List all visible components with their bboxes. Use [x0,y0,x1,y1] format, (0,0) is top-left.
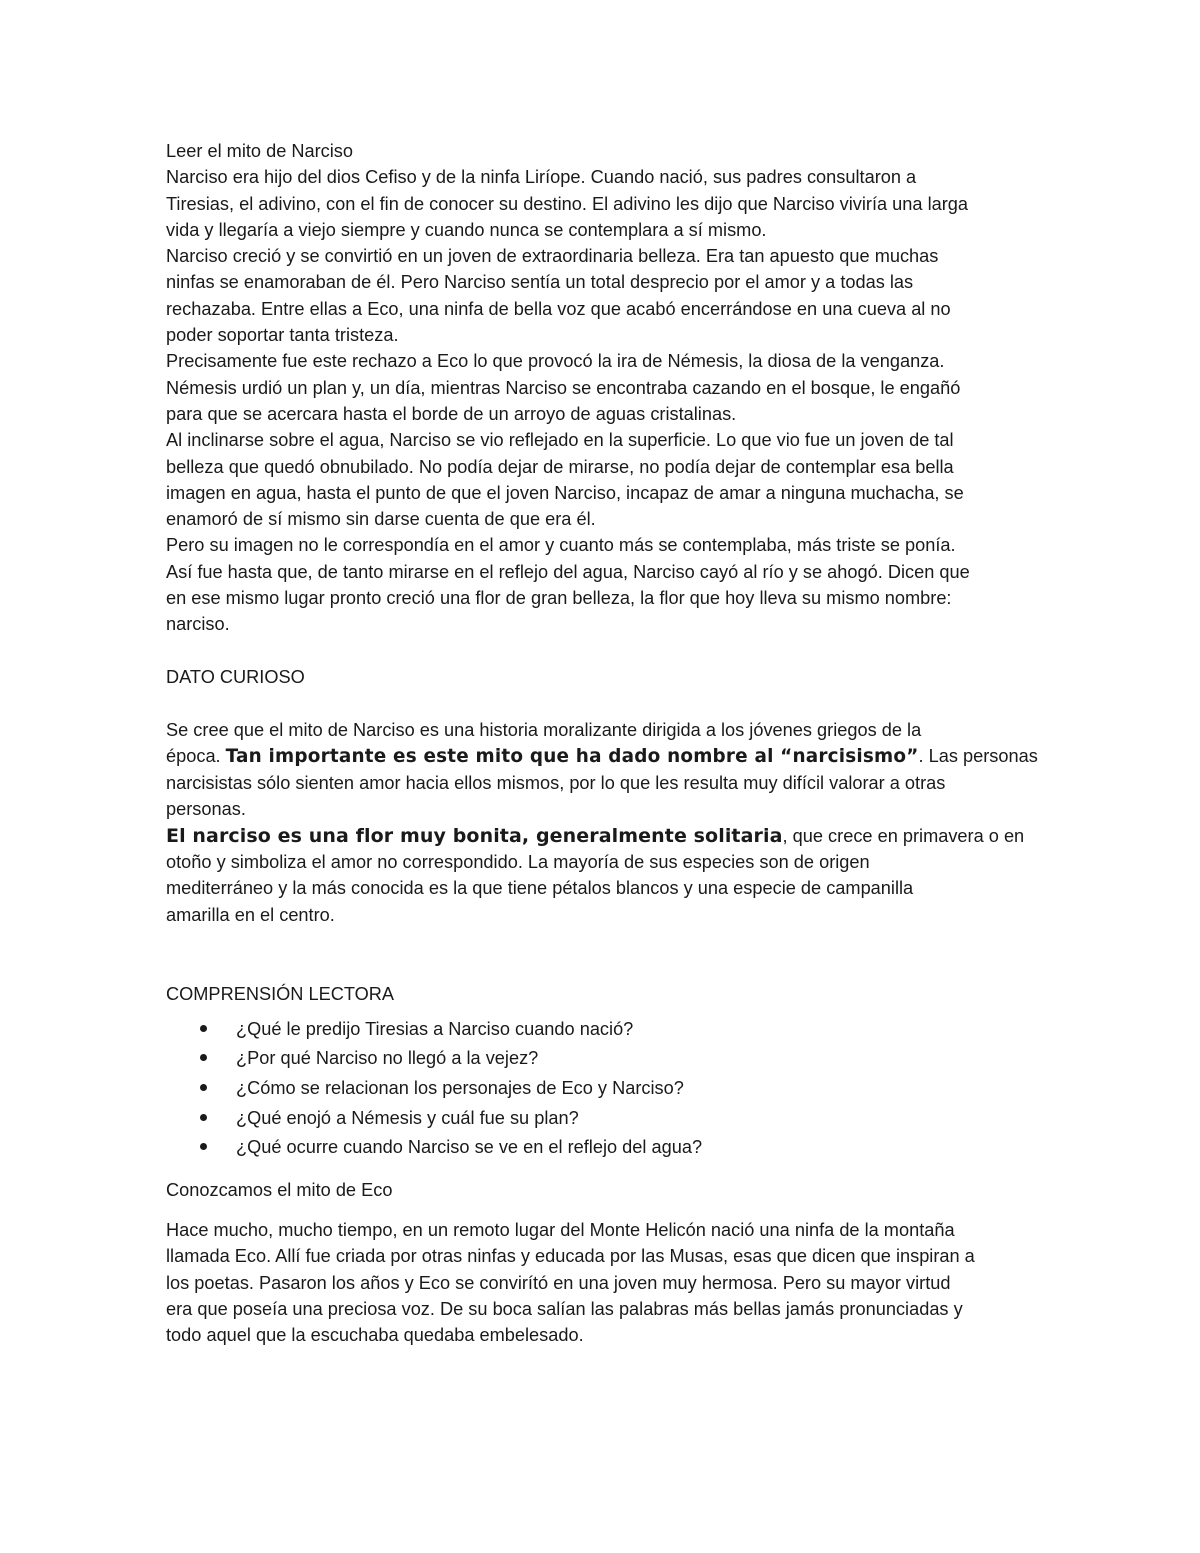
dato-line: personas. [166,799,246,820]
dato-line: narcisistas sólo sienten amor hacia ellos mismos, por lo que les resulta muy difícil valorar a otras [166,773,946,794]
bullet-icon [200,1044,208,1074]
dato-emphasis: Tan importante es este mito que ha dado nombre al “narcisismo” [225,745,919,767]
list-item [166,1074,1046,1104]
spacer [166,638,1046,664]
dato-curioso-heading: DATO CURIOSO [166,666,305,687]
story-line: belleza que quedó obnubilado. No podía dejar de mirarse, no podía dejar de contemplar esa bella [166,456,954,477]
comprension-heading: COMPRENSIÓN LECTORA [166,983,395,1004]
story-line: Némesis urdió un plan y, un día, mientras Narciso se encontraba cazando en el bosque, le engañó [166,377,961,398]
dato-emphasis: El narciso es una flor muy bonita, generalmente solitaria [166,824,783,847]
list-item [166,1044,1046,1074]
list-item [166,1015,1046,1045]
bullet-icon [200,1133,208,1163]
narciso-story [166,164,1046,637]
question-text: ¿Qué ocurre cuando Narciso se ve en el reflejo del agua? [236,1137,703,1158]
spacer [166,1163,1046,1177]
bullet-icon [200,1104,208,1134]
story-line: en ese mismo lugar pronto creció una flor de gran belleza, la flor que hoy lleva su mismo nombre: [166,588,952,609]
bullet-icon [200,1015,208,1045]
dato-line [166,823,1046,849]
question-list [166,1015,1046,1163]
document-page [166,138,1046,1349]
story-line: ninfas se enamoraban de él. Pero Narciso sentía un total desprecio por el amor y a todas las [166,272,914,293]
dato-line: mediterráneo y la más conocida es la que tiene pétalos blancos y una especie de campanilla [166,878,914,899]
story-line: para que se acercara hasta el borde de un arroyo de aguas cristalinas. [166,403,737,424]
eco-line: todo aquel que la escuchaba quedaba embelesado. [166,1325,584,1346]
eco-line: Hace mucho, mucho tiempo, en un remoto lugar del Monte Helicón nació una ninfa de la montaña [166,1220,955,1241]
spacer [166,928,1046,954]
dato-text: , que crece en primavera o en [782,825,1025,846]
story-line: Narciso creció y se convirtió en un joven de extraordinaria belleza. Era tan apuesto que muchas [166,246,939,267]
story-line: poder soportar tanta tristeza. [166,325,399,346]
eco-line: era que poseía una preciosa voz. De su boca salían las palabras más bellas jamás pronunciadas y [166,1298,963,1319]
question-text: ¿Qué le predijo Tiresias a Narciso cuando nació? [236,1018,634,1039]
story-line: Narciso era hijo del dios Cefiso y de la ninfa Liríope. Cuando nació, sus padres consultaron a [166,167,917,188]
story-line: Precisamente fue este rechazo a Eco lo que provocó la ira de Némesis, la diosa de la venganza. [166,351,945,372]
list-item [166,1133,1046,1163]
story-line: Pero su imagen no le correspondía en el amor y cuanto más se contemplaba, más triste se ponía. [166,535,956,556]
story-line: Tiresias, el adivino, con el fin de conocer su destino. El adivino les dijo que Narciso viviría una larga [166,193,969,214]
story-line: Al inclinarse sobre el agua, Narciso se vio reflejado en la superficie. Lo que vio fue un joven de tal [166,430,954,451]
dato-text: . Las personas [918,745,1038,766]
story-line: Así fue hasta que, de tanto mirarse en el reflejo del agua, Narciso cayó al río y se ahogó. Dicen que [166,561,970,582]
story-line: narciso. [166,614,230,635]
dato-line: amarilla en el centro. [166,904,335,925]
spacer [166,1203,1046,1217]
bullet-icon [200,1074,208,1104]
eco-line: llamada Eco. Allí fue criada por otras ninfas y educada por las Musas, esas que dicen que inspiran a [166,1246,975,1267]
story-line: vida y llegaría a viejo siempre y cuando nunca se contemplara a sí mismo. [166,219,767,240]
dato-text: época. [166,745,226,766]
eco-heading: Conozcamos el mito de Eco [166,1179,393,1200]
document-title: Leer el mito de Narciso [166,141,354,161]
question-text: ¿Por qué Narciso no llegó a la vejez? [236,1048,539,1069]
eco-line: los poetas. Pasaron los años y Eco se convirító en una joven muy hermosa. Pero su mayor virtud [166,1272,951,1293]
story-line: enamoró de sí mismo sin darse cuenta de que era él. [166,509,596,530]
story-line: imagen en agua, hasta el punto de que el joven Narciso, incapaz de amar a ninguna muchacha, se [166,482,964,503]
dato-line [166,743,1046,770]
spacer [166,954,1046,980]
story-line: rechazaba. Entre ellas a Eco, una ninfa de bella voz que acabó encerrándose en una cueva al no [166,298,951,319]
dato-line: Se cree que el mito de Narciso es una historia moralizante dirigida a los jóvenes griegos de la [166,719,922,740]
dato-curioso-paragraph [166,717,1046,928]
question-text: ¿Qué enojó a Némesis y cuál fue su plan? [236,1107,579,1128]
spacer [166,690,1046,716]
list-item [166,1104,1046,1134]
question-text: ¿Cómo se relacionan los personajes de Eco y Narciso? [236,1077,684,1098]
dato-line: otoño y simboliza el amor no correspondido. La mayoría de sus especies son de origen [166,852,870,873]
eco-paragraph [166,1217,1046,1348]
